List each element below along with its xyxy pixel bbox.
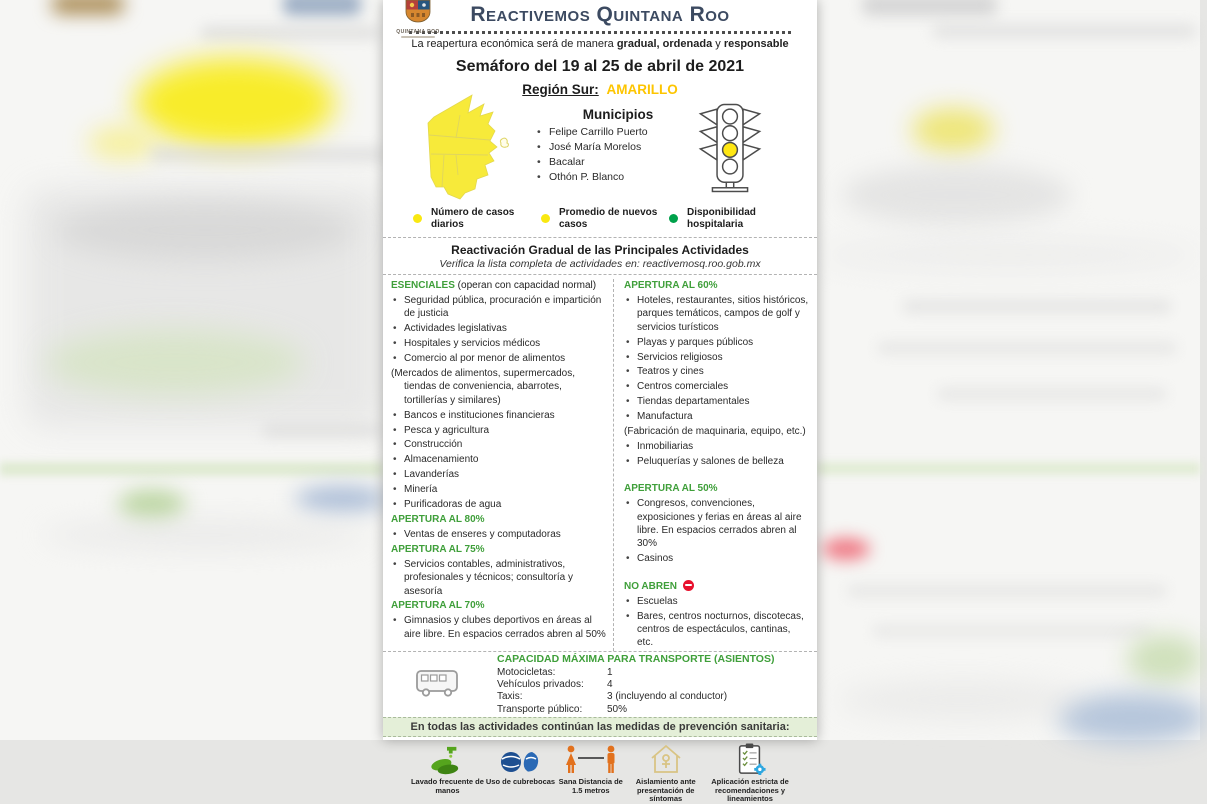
legend-label: Disponibilidad hospitalaria — [687, 207, 756, 230]
blur-shape — [55, 200, 355, 260]
map-row — [383, 99, 817, 203]
activity-entry — [624, 279, 809, 292]
measure-distance — [555, 743, 626, 804]
activity-text: Servicios religiosos — [637, 351, 723, 363]
blur-shape — [862, 0, 997, 16]
activity-entry — [624, 365, 809, 378]
transport-row-label: Vehículos privados: — [497, 678, 584, 690]
blur-shape — [822, 538, 870, 560]
activity-entry — [391, 352, 607, 365]
legend-label: Número de casos diarios — [431, 207, 515, 230]
activity-text: APERTURA AL 70% — [391, 600, 485, 612]
activity-text: Comercio al por menor de alimentos — [404, 353, 566, 365]
activity-text: NO ABREN — [624, 580, 677, 592]
activity-entry — [624, 410, 809, 423]
icon-box — [409, 743, 486, 775]
dotted-divider — [409, 31, 791, 34]
blur-shape — [842, 165, 1072, 225]
activity-entry — [391, 614, 607, 641]
handwash-icon — [428, 745, 466, 775]
transport-row — [497, 704, 774, 716]
prevention-banner: En todas las actividades continúan las medidas de prevención sanitaria: — [383, 717, 817, 737]
transport-row-label: Motocicletas: — [497, 666, 556, 678]
activity-entry — [624, 294, 809, 334]
municipio-name: Othón P. Blanco — [549, 171, 625, 183]
activity-entry — [624, 482, 809, 495]
legend-item — [669, 207, 791, 230]
facemask-icon — [500, 749, 540, 775]
blur-shape — [283, 0, 361, 16]
activity-entry — [391, 294, 607, 321]
guidelines-checklist-icon — [733, 743, 767, 775]
activity-text: Construcción — [404, 439, 463, 451]
blur-shape — [902, 300, 1172, 313]
activity-text: Servicios contables, administrativos, profesionales y técnicos; consultoría y asesoría — [404, 558, 573, 597]
measure-label: Aplicación estricta de recomendaciones y lineamientos — [711, 777, 789, 804]
blur-shape — [837, 680, 1087, 720]
logo-subline — [401, 36, 435, 38]
bus-icon — [415, 667, 459, 697]
activity-text: Minería — [404, 484, 438, 496]
blur-shape — [872, 625, 1152, 637]
blur-shape — [200, 26, 380, 39]
activity-text: Seguridad pública, procuración e impartición de justicia — [404, 294, 602, 320]
activity-entry — [624, 610, 809, 650]
municipios-title: Municipios — [582, 107, 654, 122]
transport-row-label: Transporte público: — [497, 703, 583, 715]
activity-text: Bares, centros nocturnos, discotecas, centros de espectáculos, cantinas, etc. — [637, 610, 804, 649]
activities-columns — [383, 275, 817, 651]
activity-entry — [391, 483, 607, 496]
measure-label: Aislamiento ante presentación de síntomas — [635, 777, 696, 804]
activity-text: Manufactura — [637, 411, 693, 423]
reactivacion-subtitle: Verifica la lista completa de actividades en: reactivemosq.roo.gob.mx — [439, 258, 761, 270]
logo-text: QUINTANA ROO — [396, 29, 440, 35]
blur-shape — [877, 342, 1177, 354]
activities-column-right — [614, 279, 809, 651]
activity-entry — [391, 513, 607, 526]
background-blur-left — [0, 0, 383, 740]
activity-suffix: (operan con capacidad normal) — [454, 280, 597, 291]
activity-text: APERTURA AL 60% — [624, 280, 718, 291]
activity-entry — [624, 455, 809, 468]
transport-row-value: 4 — [607, 678, 613, 690]
activity-text: APERTURA AL 75% — [391, 543, 485, 555]
activity-entry — [391, 453, 607, 466]
icon-box — [626, 743, 705, 775]
activity-text: Bancos e instituciones financieras — [404, 409, 555, 421]
activity-text: Escuelas — [637, 595, 678, 607]
activity-text: Casinos — [637, 553, 674, 565]
transport-row — [497, 667, 774, 679]
measure-isolation — [626, 743, 705, 804]
activity-text: Purificadoras de agua — [404, 499, 502, 511]
activity-entry — [391, 498, 607, 511]
icon-box — [486, 743, 555, 775]
activity-entry — [624, 440, 809, 453]
activity-text: ESENCIALES — [391, 280, 455, 291]
activity-entry — [391, 337, 607, 350]
activity-text: Congresos, convenciones, exposiciones y ferias en áreas al aire libre. En espacios cerrados abren al 30% — [637, 498, 802, 550]
activity-entry — [624, 552, 809, 565]
bus-wrap — [415, 667, 461, 702]
transport-row — [497, 679, 774, 691]
measure-guidelines — [705, 743, 795, 804]
blur-shape — [262, 424, 382, 437]
activity-text: Peluquerías y salones de belleza — [637, 455, 784, 467]
activity-entry — [624, 380, 809, 393]
activity-entry — [391, 424, 607, 437]
activity-entry — [391, 367, 607, 407]
activity-text: APERTURA AL 80% — [391, 514, 485, 525]
activity-text: Inmobiliarias — [637, 440, 694, 452]
intro-pre: La reapertura económica será de manera — [411, 38, 614, 50]
coat-of-arms-icon — [405, 0, 431, 23]
municipio-name: José María Morelos — [549, 141, 642, 153]
icon-box — [555, 743, 626, 775]
activity-text: (Mercados de alimentos, supermercados, tiendas de conveniencia, abarrotes, tortillerías y similares) — [391, 367, 575, 406]
intro-bold-2: responsable — [723, 38, 789, 50]
prevention-measures — [383, 737, 817, 804]
measure-handwash — [409, 743, 486, 804]
activity-entry — [624, 497, 809, 551]
activity-text: Hoteles, restaurantes, sitios históricos, parques temáticos, campos de golf y servicios turísticos — [637, 294, 809, 333]
region-value: AMARILLO — [606, 82, 678, 97]
activity-entry — [391, 599, 607, 612]
blur-shape — [295, 486, 387, 512]
intro-line — [383, 38, 817, 50]
activity-entry — [391, 409, 607, 422]
activity-text: Almacenamiento — [404, 454, 479, 466]
measure-label: Lavado frecuente de manos — [410, 777, 484, 795]
dashed-divider — [383, 237, 817, 238]
activity-text: Ventas de enseres y computadoras — [404, 528, 561, 540]
infographic-poster — [383, 0, 817, 804]
blur-shape — [817, 238, 1200, 272]
municipio-item — [533, 170, 703, 185]
activity-entry — [624, 580, 809, 593]
isolation-house-icon — [648, 743, 684, 775]
legend-dot-icon — [413, 214, 422, 223]
transport-rows — [497, 667, 774, 716]
legend-label: Promedio de nuevos casos — [559, 207, 658, 230]
activity-text: (Fabricación de maquinaria, equipo, etc.) — [624, 426, 806, 438]
municipio-item — [533, 125, 703, 140]
municipio-item — [533, 140, 703, 155]
municipios-block — [533, 107, 703, 185]
quintana-roo-logo — [391, 0, 445, 38]
activity-entry — [624, 395, 809, 408]
icon-box — [705, 743, 795, 775]
legend-row — [383, 203, 817, 230]
region-label: Región Sur: — [522, 82, 599, 97]
activity-entry — [391, 558, 607, 598]
quintana-roo-map-icon — [397, 91, 519, 201]
intro-bold-1: gradual, ordenada — [616, 38, 713, 50]
blur-shape — [118, 490, 186, 520]
blur-shape — [150, 147, 385, 162]
blur-shape — [88, 126, 158, 160]
activity-text: Actividades legislativas — [404, 323, 507, 335]
semaforo-title: Semáforo del 19 al 25 de abril de 2021 — [455, 58, 745, 75]
measure-label: Uso de cubrebocas — [485, 777, 556, 787]
background-blur-right — [817, 0, 1200, 740]
activity-entry — [391, 438, 607, 451]
activity-text: APERTURA AL 50% — [624, 483, 718, 495]
activity-entry — [391, 543, 607, 556]
activity-text: Playas y parques públicos — [637, 336, 754, 348]
blur-shape — [912, 108, 994, 152]
blur-shape — [1127, 635, 1202, 683]
activity-text: Hospitales y servicios médicos — [404, 338, 541, 350]
legend-dot-icon — [541, 214, 550, 223]
blur-shape — [52, 0, 124, 14]
activity-entry — [624, 336, 809, 349]
transport-title: CAPACIDAD MÁXIMA PARA TRANSPORTE (ASIENTOS) — [497, 652, 775, 665]
activity-entry — [391, 322, 607, 335]
municipio-name: Felipe Carrillo Puerto — [549, 126, 648, 138]
municipio-item — [533, 155, 703, 170]
activity-entry — [624, 351, 809, 364]
activity-text: Pesca y agricultura — [404, 424, 490, 436]
activity-entry — [391, 279, 607, 292]
activity-text: Lavanderías — [404, 469, 460, 481]
activity-entry — [391, 528, 607, 541]
page-title: Reactivemos Quintana Roo — [470, 3, 730, 26]
legend-item — [541, 207, 663, 230]
transport-table — [497, 653, 774, 716]
activity-text: Teatros y cines — [637, 366, 704, 378]
blur-shape — [0, 462, 383, 476]
legend-dot-icon — [669, 214, 678, 223]
measure-facemask — [486, 743, 555, 804]
activity-text: Centros comerciales — [637, 381, 729, 393]
blur-shape — [937, 388, 1167, 400]
reactivacion-title: Reactivación Gradual de las Principales Actividades — [451, 243, 749, 257]
blur-shape — [847, 585, 1167, 597]
blur-shape — [932, 24, 1197, 38]
municipios-list — [533, 125, 703, 185]
activity-entry — [624, 425, 809, 438]
no-entry-icon — [683, 580, 694, 591]
activity-entry — [624, 595, 809, 608]
activity-text: Tiendas departamentales — [637, 396, 750, 408]
measure-label: Sana Distancia de 1.5 metros — [558, 777, 623, 795]
intro-mid: y — [715, 38, 721, 50]
transport-row-value: 1 — [607, 666, 613, 678]
transport-row-value: 3 (incluyendo al conductor) — [607, 691, 728, 703]
transport-row-value: 50% — [607, 703, 628, 715]
legend-item — [413, 207, 535, 230]
activities-column-left — [391, 279, 614, 651]
blur-shape — [135, 58, 335, 148]
transport-section — [383, 652, 817, 715]
activity-entry — [391, 468, 607, 481]
transport-row — [497, 691, 774, 703]
blur-shape — [817, 462, 1200, 475]
transport-row-label: Taxis: — [497, 691, 523, 703]
traffic-light-icon — [693, 99, 767, 197]
activity-text: Gimnasios y clubes deportivos en áreas al aire libre. En espacios cerrados abren al 50% — [404, 615, 606, 640]
social-distance-icon — [564, 745, 618, 775]
blur-shape — [45, 330, 305, 395]
municipio-name: Bacalar — [549, 156, 585, 168]
blur-shape — [40, 520, 370, 550]
